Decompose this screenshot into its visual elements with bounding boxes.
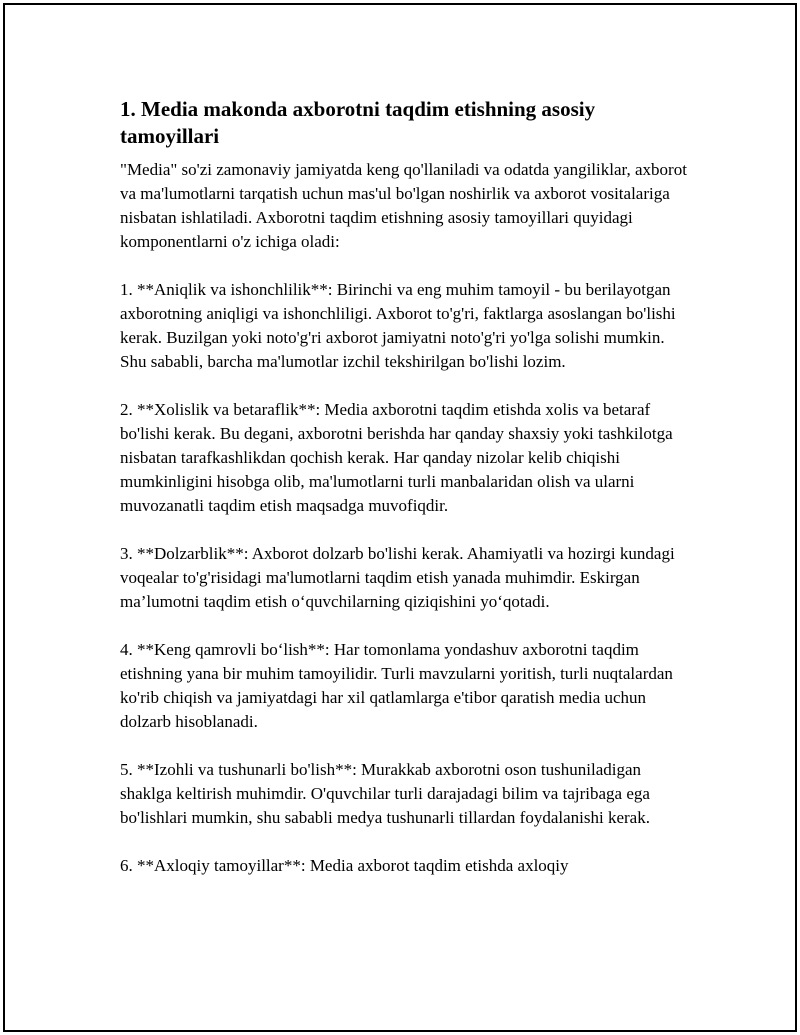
intro-paragraph: "Media" so'zi zamonaviy jamiyatda keng qo'llaniladi va odatda yangiliklar, axborot va ma'lumotlarni tarqatish uchun mas'ul bo'lgan noshirlik va axborot vositalariga nisbatan ishlatiladi. Axborotni taqdim etishning asosiy tamoyillari quyidagi komponentlarni o'z ichiga oladi: xyxy=(120,160,687,251)
paragraph-relevance: 3. **Dolzarblik**: Axborot dolzarb bo'lishi kerak. Ahamiyatli va hozirgi kundagi voqealar to'g'risidagi ma'lumotlarni taqdim etish yanada muhimdir. Eskirgan ma’lumotni taqdim etish o‘quvchilarning qiziqishini yo‘qotadi. xyxy=(120,544,675,611)
paragraph-clarity: 5. **Izohli va tushunarli bo'lish**: Murakkab axborotni oson tushuniladigan shaklga keltirish muhimdir. O'quvchilar turli darajadagi bilim va tajribaga ega bo'lishlari mumkin, shu sababli medya tushunarli tillardan foydalanishi kerak. xyxy=(120,760,650,827)
paragraph-ethics: 6. **Axloqiy tamoyillar**: Media axborot taqdim etishda axloqiy xyxy=(120,856,569,875)
document-body xyxy=(120,96,695,878)
document-title: 1. Media makonda axborotni taqdim etishning asosiy tamoyillari xyxy=(120,97,596,148)
paragraph-accuracy: 1. **Aniqlik va ishonchlilik**: Birinchi va eng muhim tamoyil - bu berilayotgan axborotning aniqligi va ishonchliligi. Axborot to'g'ri, faktlarga asoslangan bo'lishi kerak. Buzilgan yoki noto'g'ri axborot jamiyatni noto'g'ri yo'lga solishi mumkin. Shu sababli, barcha ma'lumotlar izchil tekshirilgan bo'lishi lozim. xyxy=(120,280,676,371)
document-page xyxy=(3,3,797,1032)
paragraph-impartiality: 2. **Xolislik va betaraflik**: Media axborotni taqdim etishda xolis va betaraf bo'lishi kerak. Bu degani, axborotni berishda har qanday shaxsiy yoki tashkilotga nisbatan tarafkashlikdan qochish kerak. Har qanday nizolar kelib chiqishi mumkinligini hisobga olib, ma'lumotlarni turli manbalaridan olish va ularni muvozanatli taqdim etish maqsadga muvofiqdir. xyxy=(120,400,673,515)
paragraph-comprehensiveness: 4. **Keng qamrovli bo‘lish**: Har tomonlama yondashuv axborotni taqdim etishning yana bir muhim tamoyilidir. Turli mavzularni yoritish, turli nuqtalardan ko'rib chiqish va jamiyatdagi har xil qatlamlarga e'tibor qaratish media uchun dolzarb hisoblanadi. xyxy=(120,640,673,731)
